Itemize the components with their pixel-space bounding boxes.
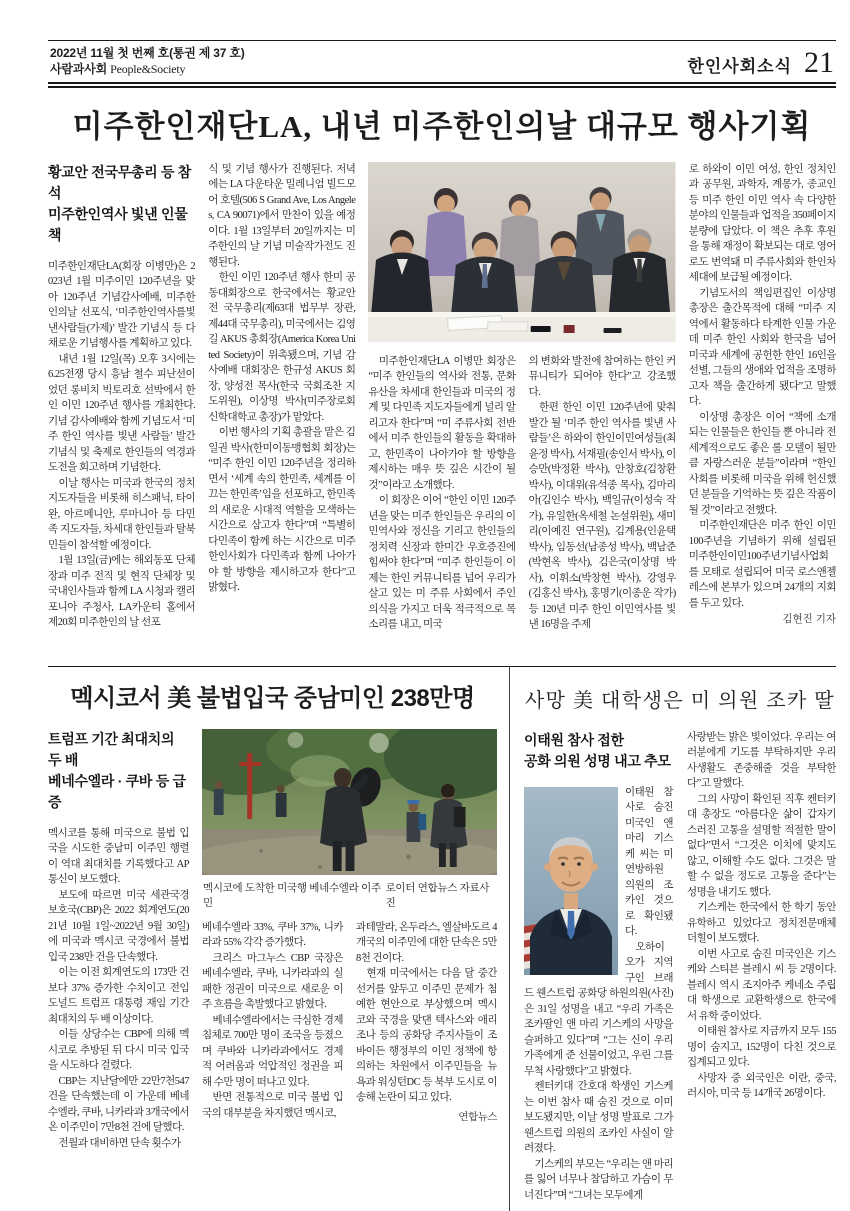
section-line bbox=[50, 61, 245, 77]
article1-column-3 bbox=[368, 354, 515, 654]
congressman-photo bbox=[524, 787, 618, 975]
article2-subhead-line1: 트럼프 기간 최대치의 두 배 bbox=[48, 730, 175, 768]
article2 bbox=[48, 667, 510, 1211]
page-content bbox=[48, 0, 836, 1211]
paragraph: 이상명 총장은 이어 “책에 소개되는 인물들은 한인들 뿐 아니라 전세계적으로도 좋은 롤 모델이 될만큼 자랑스러운 분들”이라며 “한인 사회를 비롯해 미국을 위해 헌신했던 분들을 기억하는 뜻 깊은 작품이 될 것”이라고 전했다. bbox=[688, 411, 836, 516]
photo-caption: 멕시코에 도착한 미국행 베네수엘라 이주민 bbox=[203, 881, 381, 909]
paragraph: 이들 상당수는 CBP에 의해 멕시코로 추방된 뒤 다시 미국 입국을 시도하다 걸렸다. bbox=[48, 1029, 189, 1072]
masthead-right bbox=[687, 46, 834, 80]
paragraph: 이태원 참사로 숨진 미국인 앤 마리 기스케 씨는 미 연방하원의원의 조카인 것으로 확인됐다. bbox=[625, 786, 673, 938]
article3-subhead-line1: 이태원 참사 접한 bbox=[524, 731, 624, 748]
article1-column-5 bbox=[689, 162, 836, 654]
paragraph: 사랑받는 밝은 빛이었다. 우리는 여러분에게 기도를 부탁하지만 우리 사생활도 존중해줄 것을 부탁한다”고 말했다. bbox=[687, 731, 836, 790]
paragraph: 이번 행사의 기획 총괄을 맡은 김일권 박사(한미이동맹협회 회장)는 “미주 한인 이민 120주년을 정리하면서 ‘세계 속의 한민족, 세계를 이끄는 한민족’임을 선포하고, 한민족의 새로운 시대적 역할을 모색하는 시간으로 삼고자 한다”며 “특별히 다민족이 함께 하는 시간으로 미주 한인사회가 다민족과 함께 나아가야 할 방향을 제시하고자 한다”고 밝혔다. bbox=[208, 427, 356, 594]
reporter-credit: 김현진 기자 bbox=[782, 613, 836, 626]
paragraph: 베네수엘라 33%, 쿠바 37%, 니카라과 55% 각각 증가했다. bbox=[202, 921, 343, 949]
paragraph: 이날 행사는 미국과 한국의 정치 지도자들을 비롯해 히스패닉, 타이완, 아르메니안, 루마니아 등 다민족 지도자들, 차세대 한인들과 탈북민들이 참석할 예정이다. bbox=[48, 477, 196, 551]
article3-subhead-line2: 공화 의원 성명 내고 추모 bbox=[524, 752, 671, 769]
article1-subhead-line2: 미주한인역사 빛낸 인물책 bbox=[48, 205, 188, 243]
paragraph: 멕시코를 통해 미국으로 불법 입국을 시도한 중남미 이주민 행렬이 역대 최대치를 기록했다고 AP통신이 보도했다. bbox=[48, 827, 189, 886]
article3-body bbox=[524, 730, 836, 1208]
paragraph: 미주한인재단LA(회장 이병만)은 2023년 1월 미주이민 120주년을 맞아 120주년 기념감사예배, 미주한인의날 선포식, ‘미주한인역사를빛낸사람들(가제)’ 발간 기념식 등 다채로운 기념행사를 계획하고 있다. bbox=[48, 260, 196, 350]
masthead-left bbox=[50, 45, 245, 77]
paragraph: 이는 이전 회계연도의 173만 건보다 37% 증가한 수치이고 전임 도널드 트럼프 대통령 재임 기간 최대치의 두 배 이상이다. bbox=[48, 967, 189, 1025]
paragraph: 기스케는 한국에서 한 학기 동안 유학하고 있었다고 정치전문매체 더힐이 보도했다. bbox=[687, 902, 836, 945]
paragraph: 이 회장은 이어 “한인 이민 120주년을 맞는 미주 한인들은 우리의 이민역사와 정신을 기리고 한인들의 정치력 신장과 한미간 우호증진에 힘써야 한다”며 “미주 한인들이 이제는 한인 커뮤니티를 넘어 우리가 살고 있는 미 주류 사회에서 주인 의식을 가지고 더욱 적극적으로 목소리를 내고, 미국 bbox=[368, 495, 516, 631]
article2-subhead-line2: 베네수엘라 · 쿠바 등 급증 bbox=[48, 772, 186, 810]
section-line-en: People&Society bbox=[110, 62, 186, 77]
paragraph: 식 및 기념 행사가 진행된다. 저녁에는 LA 다운타운 밀레니엄 빌드모어 호텔(506 S Grand Ave, Los Angeles, CA 90071)에서 만찬이 있을 예정이다. 1월 13일부터 20일까지는 미주한인의 날 기념 미술작가전도 진행된다. bbox=[208, 163, 356, 268]
section-line-ko: 사람과사회 bbox=[50, 62, 107, 77]
page-number: 21 bbox=[804, 46, 834, 80]
masthead-double-rule bbox=[48, 82, 836, 88]
article1-column-1 bbox=[48, 162, 195, 654]
article3-subhead bbox=[524, 730, 673, 772]
paragraph: 로 하와이 이민 여성, 한인 정치인과 공무원, 과학자, 계몽가, 종교인 등 미주 한인 이민 역사 속 다양한 분야의 인물들과 업적을 350페이지 분량에 담았다. 이 책은 추후 후원을 통해 재정이 확보되는 대로 영어로도 번역돼 미 주류사회와 한인차세대에 보급될 예정이다. bbox=[688, 163, 836, 284]
paragraph: 의 변화와 발전에 참여하는 한인 커뮤니티가 되어야 한다”고 강조했다. bbox=[528, 355, 676, 398]
paragraph: 베네수엘라에서는 극심한 경제 침체로 700만 명이 조국을 등졌으며 쿠바와 니카라과에서도 경제적 어려움과 억압적인 정권을 피해 수만 명이 떠나고 있다. bbox=[202, 1014, 343, 1088]
article1-body bbox=[48, 162, 836, 654]
article2-column-1 bbox=[48, 729, 189, 1207]
paragraph: 반면 전통적으로 미국 불법 입국의 대부분을 차지했던 멕시코, bbox=[202, 1092, 343, 1119]
article3-headline: 사망 美 대학생은 미 의원 조카 딸 bbox=[524, 689, 836, 712]
paragraph: 사망자 중 외국인은 이란, 중국, 러시아, 미국 등 14개국 26명이다. bbox=[687, 1072, 836, 1100]
paragraph: 미주한인재단은 미주 한인 이민 100주년을 기념하기 위해 설립된 미주한인이민100주년기념사업회를 모태로 설립되어 미국 로스앤젤레스에 본부가 있으며 24개의 지회를 두고 있다. bbox=[688, 520, 836, 609]
paragraph: 기념도서의 책임편집인 이상명 총장은 출간목적에 대해 “미주 지역에서 활동하다 타계한 인물 가운데 미주 한인 사회와 한국을 넘어 미국과 세계에 공헌한 한인 16인을 선별, 그들의 생애와 업적을 조명하고자 책을 출간하게 됐다”고 말했다. bbox=[688, 287, 836, 408]
article1-headline: 미주한인재단LA, 내년 미주한인의날 대규모 행사기획 bbox=[72, 109, 812, 145]
paragraph: 켄터키대 간호대 학생인 기스케는 이번 참사 때 숨진 것으로 이미 보도됐지만, 이날 성명 발표로 그가 웬스트럽 의원의 조카인 사실이 알려졌다. bbox=[524, 1081, 673, 1155]
paragraph: 1월 13일(금)에는 해외동포 단체장과 미주 전직 및 현직 단체장 및 국내인사들과 함께 LA 시청과 캘리포니아 주청사, LA카운티 홀에서 제20회 미주한인의 날 선포 bbox=[48, 555, 196, 629]
article2-column-2 bbox=[202, 920, 343, 1207]
article3 bbox=[510, 667, 836, 1211]
article1-subhead-line1: 황교안 전국무총리 등 참석 bbox=[48, 163, 192, 201]
issue-line: 2022년 11월 첫 번째 호(통권 제 37 호) bbox=[50, 46, 245, 60]
article3-column-1 bbox=[524, 730, 673, 1208]
paragraph: 보도에 따르면 미국 세관국경보호국(CBP)은 2022 회계연도(2021년 10월 1일~2022년 9월 30일)에 미국과 멕시코 국경에서 불법 입국 238만 건을 단속했다. bbox=[48, 889, 189, 963]
paragraph: 이번 사고로 숨진 미국인은 기스케와 스티븐 블레시 씨 등 2명이다. 블레시 역시 조지아주 케네소 주립대 학생으로 교환학생으로 한국에서 유학 중이었다. bbox=[687, 948, 836, 1022]
masthead bbox=[48, 40, 836, 82]
paragraph: 미주한인재단LA 이병만 회장은 “미주 한인들의 역사와 전통, 문화유산을 차세대 한인들과 미국의 정계 및 다민족 지도자들에게 널리 알리고자 한다”며 “미 주류사회 전반에서 미주 한인들의 활동을 확대하고, 한민족이 나아가야 할 방향을 제시하는 매우 뜻 깊은 시간이 될 것”이라고 소개했다. bbox=[368, 355, 516, 491]
paragraph: 그의 사망이 확인된 직후 켄터키대 총장도 “아름다운 삶이 갑자기 스러진 고통을 설명할 적절한 말이 없다”면서 “그것은 이치에 맞지도 않고, 이해할 수도 없다. 그것은 말할 수 없을 정도로 고통을 준다”는 성명을 내기도 했다. bbox=[687, 793, 836, 898]
article2-subhead bbox=[48, 729, 189, 813]
photo-caption-row bbox=[203, 880, 496, 910]
migrants-photo bbox=[202, 729, 497, 875]
paragraph: 현재 미국에서는 다음 달 중간선거를 앞두고 이주민 문제가 첨예한 현안으로 부상했으며 멕시코와 국경을 맞댄 텍사스와 애리조나 등의 공화당 주지사들이 조 바이든 행정부의 이민 정책에 항의하는 차원에서 이주민들을 뉴욕과 워싱턴DC 등 북부 도시로 이송해 논란이 되고 있다. bbox=[356, 968, 497, 1104]
paragraph: CBP는 지난달에만 22만7천547건을 단속했는데 이 가운데 베네수엘라, 쿠바, 니카라과 3개국에서 온 이주민이 7만8천 건에 달했다. bbox=[48, 1075, 189, 1134]
paragraph: 오하이오가 지역구인 브래드 웬스트럽 공화당 하원의원(사진)은 31일 성명을 내고 “우리 가족은 조카딸인 앤 마리 기스케의 사망을 슬퍼하고 있다”며 “그는 신이 우리 가족에게 준 선물이었고, 우린 그를 무척 사랑했다”고 밝혔다. bbox=[524, 941, 673, 1077]
photo-caption-credit: 로이터 연합뉴스 자료사진 bbox=[385, 881, 490, 909]
paragraph: 크리스 마그누스 CBP 국장은 베네수엘라, 쿠바, 니카라과의 실패한 정권이 미국으로 새로운 이주 흐름을 촉발했다고 밝혔다. bbox=[202, 952, 343, 1011]
paragraph: 한편 한인 이민 120주년에 맞춰 발간 될 ‘미주 한인 역사를 빛낸 사람들’은 하와이 한인이민여성들(최윤정 박사), 서재필(송인서 박사), 이승만(박정환 박사), 안창호(김창환 박사), 이대위(유석종 목사), 김마리아(김인수 박사), 백일규(이성숙 작가), 유일한(옥세철 논설위원), 새미 리(이예진 연구원), 김계용(인윤택 박사), 임동선(남종성 박사), 백남준(박현옥 박사), 김은국(이상명 박사), 이휘소(박창현 박사), 강영우(김홍신 박사), 홍명기(이종운 작가) 등 120년 미주 한인 이민역사를 빛낸 16명을 주제 bbox=[528, 402, 676, 631]
article1-column-2 bbox=[208, 162, 355, 654]
article1-column-4 bbox=[529, 354, 676, 654]
article2-body bbox=[48, 729, 497, 1207]
article2-column-3 bbox=[356, 920, 497, 1207]
paragraph: 전월과 대비하면 단속 횟수가 bbox=[58, 1137, 181, 1149]
paragraph: 과테말라, 온두라스, 엘살바도르 4개국의 이주민에 대한 단속은 5만8천 건이다. bbox=[356, 921, 497, 964]
group-photo-frame bbox=[368, 162, 675, 354]
section-title: 한인사회소식 bbox=[687, 57, 792, 77]
article2-headline: 멕시코서 美 불법입국 중남미인 238만명 bbox=[70, 684, 475, 712]
article3-column-2 bbox=[687, 730, 836, 1208]
group-photo bbox=[368, 162, 675, 342]
migrants-photo-block bbox=[202, 729, 497, 920]
paragraph: 한인 이민 120주년 행사 한미 공동대회장으로 한국에서는 황교안 전 국무총리(제63대 법무부 장관, 제44대 국무총리), 미국에서는 김영길 AKUS 총회장(America Korea United Society)이 위촉됐으며, 기념 감사예배 대회장은 한규성 AKUS 회장, 양성전 목사(한국 국회조찬 지도위원), 이상명 박사(미주장로회신학대학교 총장)가 맡았다. bbox=[208, 272, 356, 423]
article1-subhead bbox=[48, 162, 195, 246]
congressman-photo-frame bbox=[524, 787, 618, 975]
paragraph: 내년 1월 12일(목) 오후 3시에는 6.25전쟁 당시 흥남 철수 피난선이었던 롱비치 빅토리호 선박에서 한인 이민 120주년 행사를 개최한다. 기념 감사예배와 함께 기념도서 ‘미주 한인 역사를 빛낸 사람들’ 발간 기념식 및 축제로 한인들의 역경과 도전을 회고하며 기념한다. bbox=[48, 353, 196, 474]
paragraph: 이태원 참사로 지금까지 모두 155명이 숨지고, 152명이 다친 것으로 집계되고 있다. bbox=[687, 1026, 836, 1069]
bottom-section bbox=[48, 667, 836, 1211]
paragraph: 기스케의 부모는 “우리는 앤 마리를 잃어 너무나 참담하고 가슴이 무너진다”며 “그녀는 모두에게 bbox=[524, 1158, 673, 1201]
news-agency-credit: 연합뉴스 bbox=[458, 1110, 497, 1123]
